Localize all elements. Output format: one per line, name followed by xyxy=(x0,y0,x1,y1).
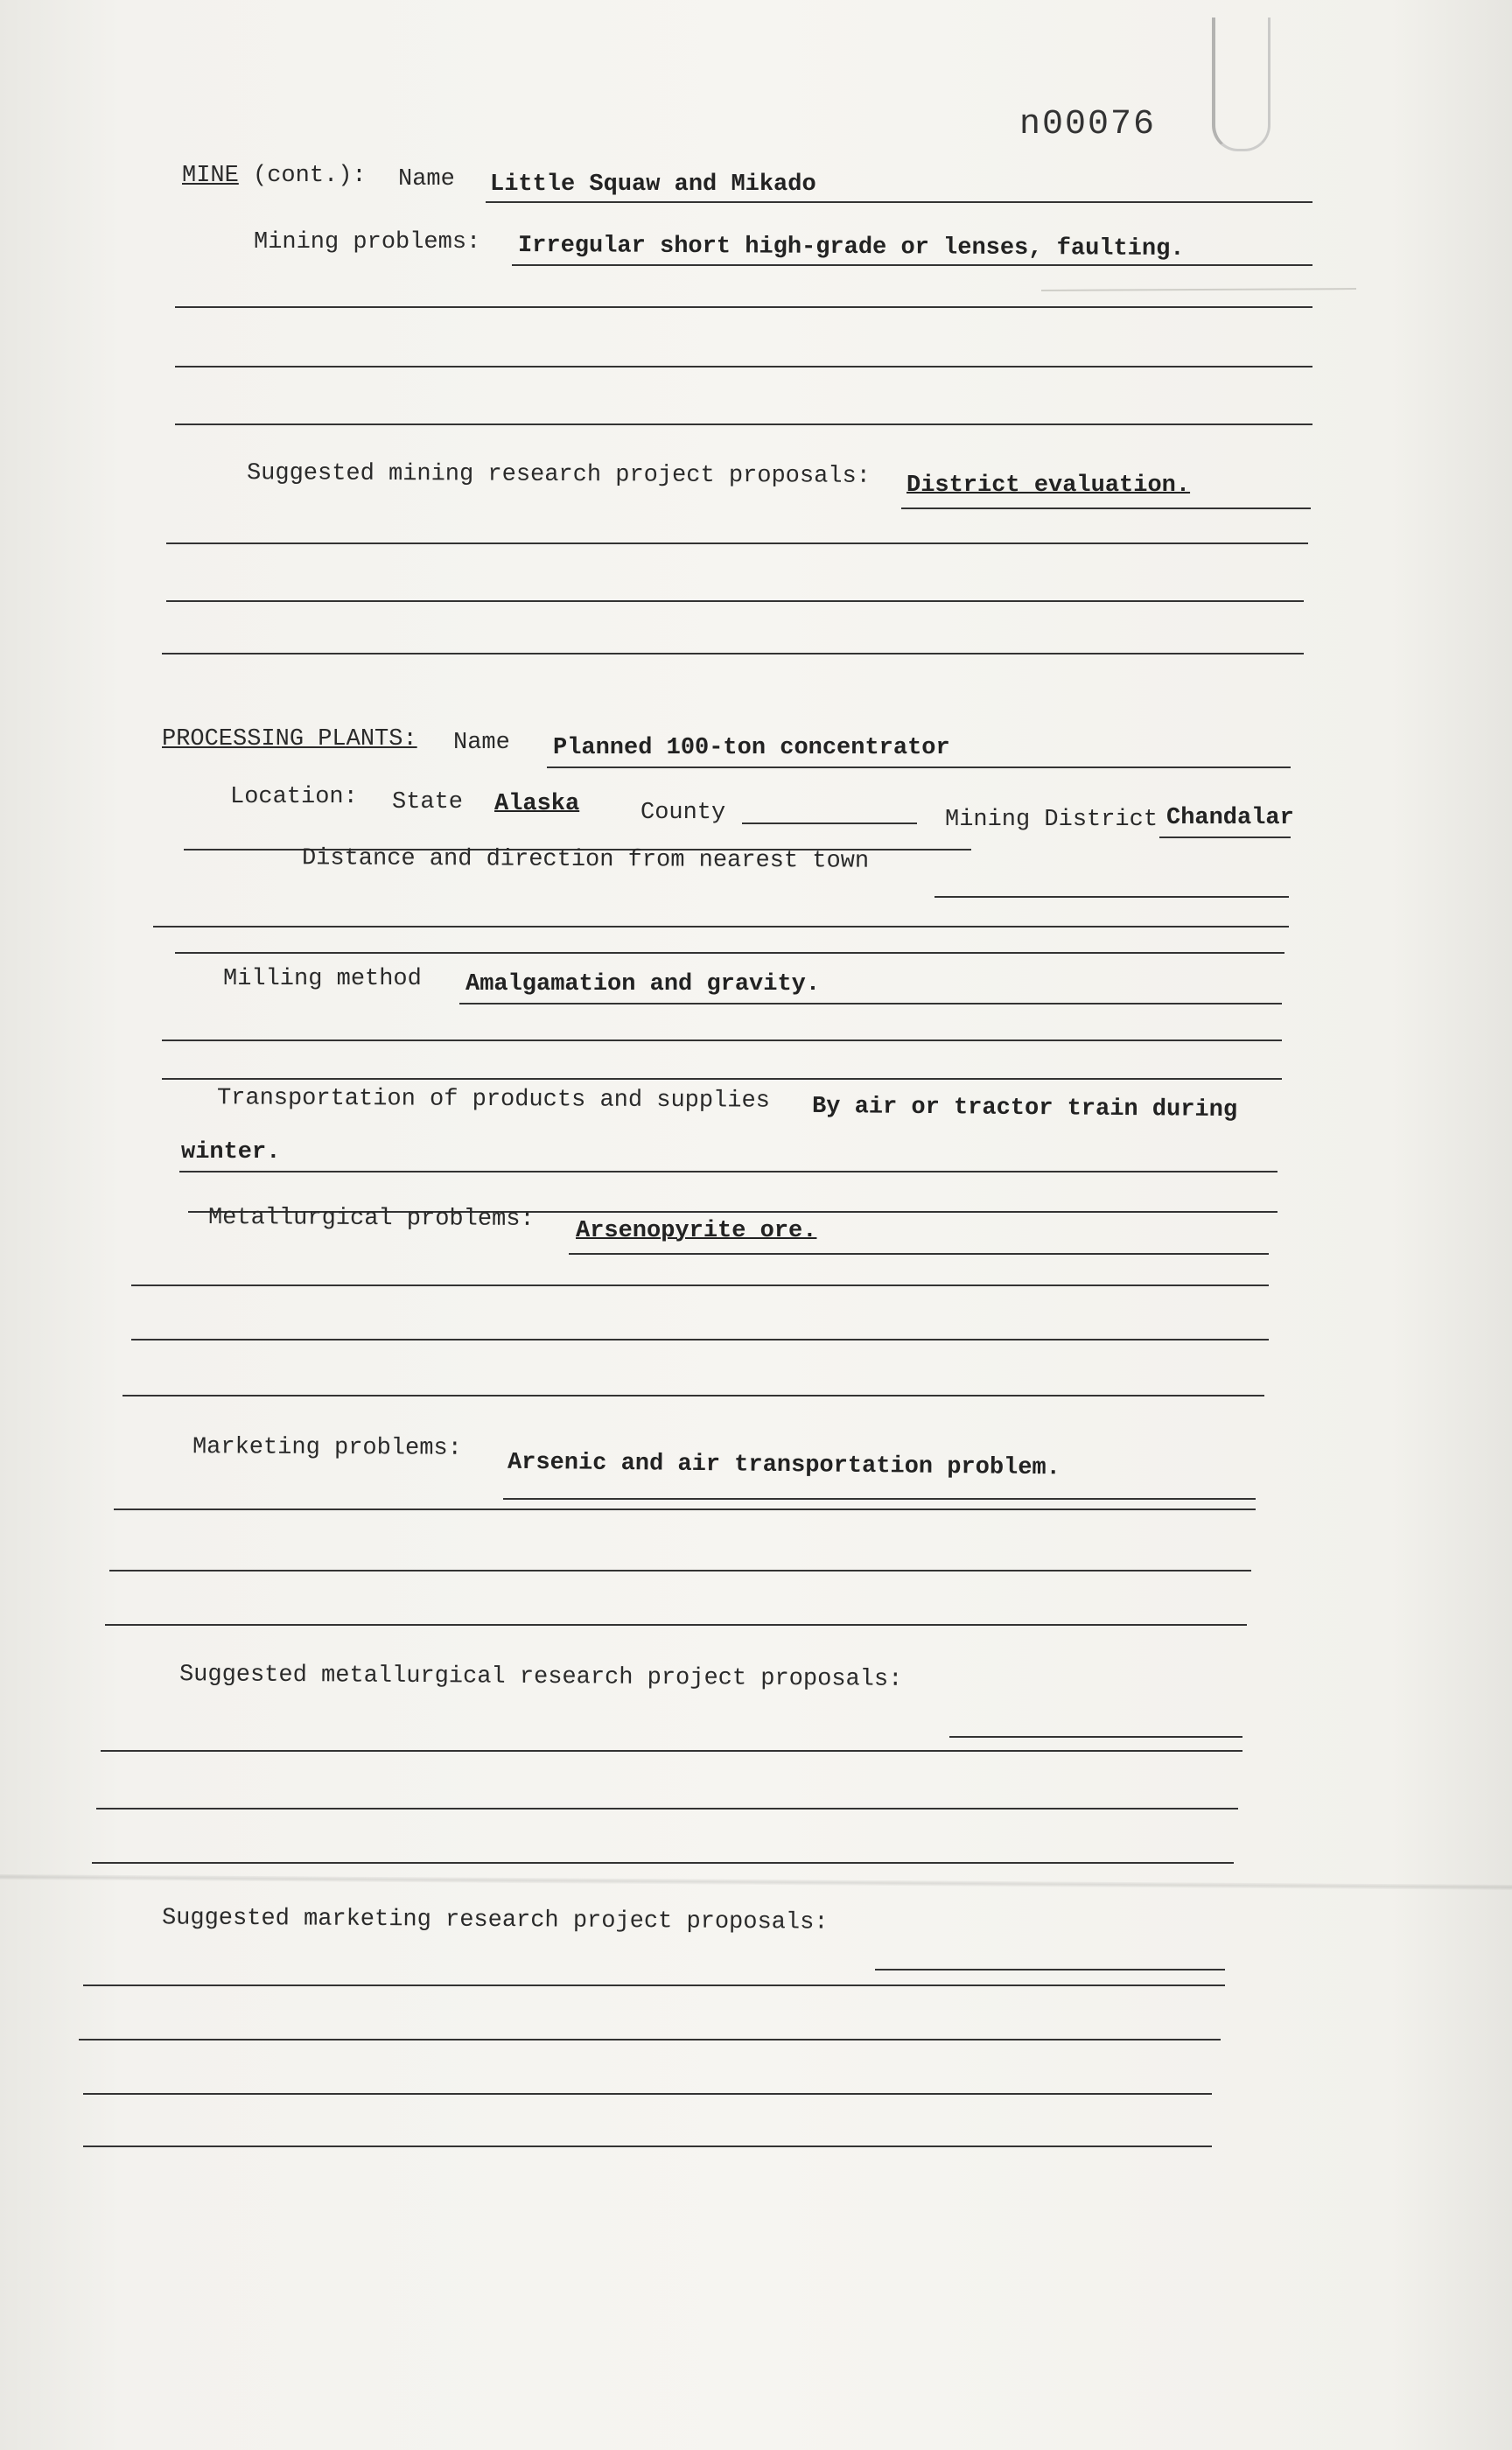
transport-label: Transportation of products and supplies xyxy=(216,1085,770,1115)
mkt-research-label: Suggested marketing research project proposals: xyxy=(161,1905,829,1936)
transport-value-1: By air or tractor train during xyxy=(811,1093,1238,1124)
mining-research-line-1 xyxy=(901,508,1311,509)
distance-line-3 xyxy=(175,952,1284,954)
mining-problems-line-3 xyxy=(175,366,1312,368)
county-label: County xyxy=(640,800,726,826)
mining-problems-line-2 xyxy=(175,306,1312,308)
mining-problems-label: Mining problems: xyxy=(254,229,481,256)
mining-research-line-3 xyxy=(166,600,1304,602)
met-research-line-2 xyxy=(101,1750,1242,1752)
marketing-line-3 xyxy=(109,1570,1251,1572)
mining-research-line-2 xyxy=(166,542,1308,544)
milling-line-2 xyxy=(162,1040,1282,1041)
location-label: Location: xyxy=(230,784,358,810)
milling-label: Milling method xyxy=(223,966,422,992)
mining-problems-line-4 xyxy=(175,424,1312,425)
met-research-line-4 xyxy=(92,1862,1234,1864)
plants-name-value: Planned 100-ton concentrator xyxy=(553,735,950,761)
met-research-label: Suggested metallurgical research project proposals: xyxy=(178,1662,903,1693)
district-value: Chandalar xyxy=(1166,805,1294,831)
district-line xyxy=(1159,836,1291,838)
marketing-line-2 xyxy=(114,1508,1256,1510)
metallurgical-line-2 xyxy=(131,1284,1269,1286)
state-value: Alaska xyxy=(494,791,580,817)
mkt-research-line-1 xyxy=(875,1969,1225,1970)
document-number: n00076 xyxy=(1019,105,1157,144)
mining-research-line-4 xyxy=(162,653,1304,654)
plants-name-line xyxy=(547,766,1291,768)
mkt-research-line-3 xyxy=(79,2039,1221,2040)
marketing-label: Marketing problems: xyxy=(192,1434,462,1462)
show-through-mark xyxy=(1041,288,1356,293)
plants-heading: PROCESSING PLANTS: xyxy=(162,726,417,752)
met-research-line-1 xyxy=(949,1736,1242,1738)
corner-pen-mark xyxy=(1212,18,1270,151)
transport-line-1 xyxy=(179,1171,1278,1172)
distance-label: Distance and direction from nearest town xyxy=(301,845,870,875)
metallurgical-line-4 xyxy=(122,1395,1264,1396)
mine-heading: MINE xyxy=(182,163,239,189)
state-label: State xyxy=(392,789,464,816)
metallurgical-value: Arsenopyrite ore. xyxy=(576,1218,817,1244)
marketing-value: Arsenic and air transportation problem. xyxy=(507,1449,1061,1482)
plants-name-label: Name xyxy=(453,730,510,756)
transport-value-2: winter. xyxy=(181,1139,281,1166)
milling-line-1 xyxy=(459,1003,1282,1004)
mining-research-label: Suggested mining research project proposals: xyxy=(246,460,871,490)
metallurgical-label: Metallurgical problems: xyxy=(207,1205,535,1233)
county-line xyxy=(742,822,917,824)
milling-value: Amalgamation and gravity. xyxy=(466,971,821,998)
milling-line-3 xyxy=(162,1078,1282,1080)
mkt-research-line-4 xyxy=(83,2093,1212,2095)
marketing-line-4 xyxy=(105,1624,1247,1626)
distance-line-2 xyxy=(153,926,1289,928)
mine-heading-row xyxy=(182,163,367,189)
mining-problems-value: Irregular short high-grade or lenses, faulting. xyxy=(517,233,1185,262)
mkt-research-line-2 xyxy=(83,1984,1225,1986)
mining-research-value: District evaluation. xyxy=(906,472,1191,499)
mining-problems-line-1 xyxy=(512,264,1312,266)
mine-heading-suffix: (cont.): xyxy=(253,163,367,189)
metallurgical-line-1 xyxy=(569,1253,1269,1255)
met-research-line-3 xyxy=(96,1808,1238,1810)
mkt-research-line-5 xyxy=(83,2146,1212,2147)
marketing-line-1 xyxy=(503,1498,1256,1500)
mine-name-value: Little Squaw and Mikado xyxy=(490,172,816,198)
distance-line-1 xyxy=(934,896,1289,898)
mine-name-line xyxy=(486,201,1312,203)
metallurgical-line-3 xyxy=(131,1339,1269,1340)
mine-name-label: Name xyxy=(398,166,455,192)
district-label: Mining District xyxy=(945,807,1158,833)
paper-fold xyxy=(0,1874,1512,1890)
